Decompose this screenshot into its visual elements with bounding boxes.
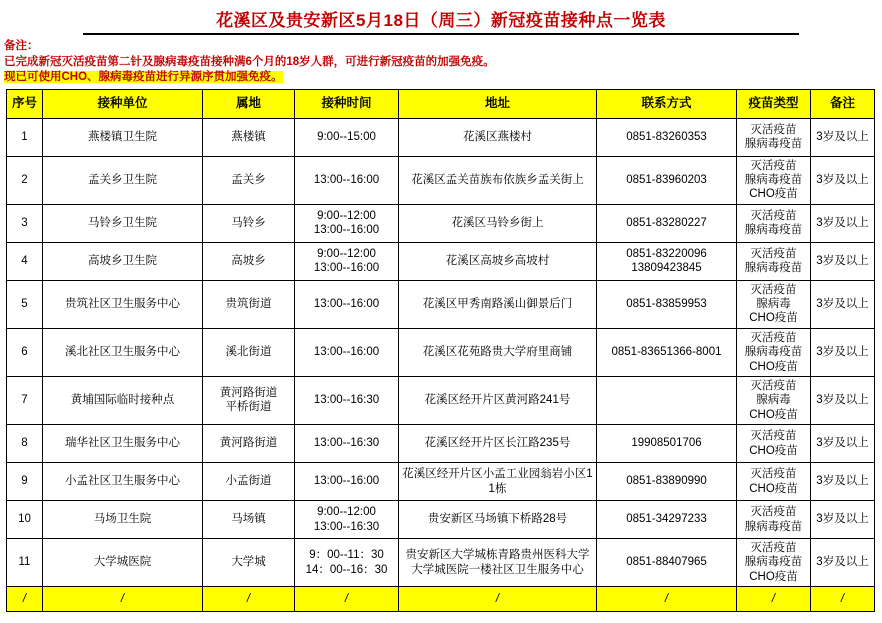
cell-belong: 黄河路街道 bbox=[203, 425, 295, 463]
cell-time: 13:00--16:30 bbox=[295, 425, 399, 463]
cell-note: 3岁及以上 bbox=[811, 156, 875, 204]
cell-index: 2 bbox=[7, 156, 43, 204]
table-header-row bbox=[7, 89, 875, 118]
cell-vaccine-type: 灭活疫苗 CHO疫苗 bbox=[737, 425, 811, 463]
cell-phone: 0851-83890990 bbox=[597, 463, 737, 501]
vaccination-sites-table bbox=[6, 89, 875, 613]
table-row bbox=[7, 280, 875, 328]
footer-cell-belong: / bbox=[203, 587, 295, 612]
cell-vaccine-type: 灭活疫苗 腺病毒 CHO疫苗 bbox=[737, 376, 811, 424]
cell-unit: 大学城医院 bbox=[43, 539, 203, 587]
cell-index: 4 bbox=[7, 242, 43, 280]
cell-unit: 小孟社区卫生服务中心 bbox=[43, 463, 203, 501]
cell-belong: 黄河路街道 平桥街道 bbox=[203, 376, 295, 424]
cell-address: 花溪区经开片区黄河路241号 bbox=[399, 376, 597, 424]
notes-block bbox=[4, 39, 882, 86]
cell-note: 3岁及以上 bbox=[811, 425, 875, 463]
cell-note: 3岁及以上 bbox=[811, 376, 875, 424]
cell-vaccine-type: 灭活疫苗 腺病毒疫苗 bbox=[737, 204, 811, 242]
column-header-phone: 联系方式 bbox=[597, 89, 737, 118]
footer-cell-vaccine-type: / bbox=[737, 587, 811, 612]
cell-phone: 0851-88407965 bbox=[597, 539, 737, 587]
column-header-vaccine-type: 疫苗类型 bbox=[737, 89, 811, 118]
cell-phone: 19908501706 bbox=[597, 425, 737, 463]
cell-time: 13:00--16:00 bbox=[295, 156, 399, 204]
cell-note: 3岁及以上 bbox=[811, 280, 875, 328]
column-header-unit: 接种单位 bbox=[43, 89, 203, 118]
cell-index: 6 bbox=[7, 328, 43, 376]
cell-time: 13:00--16:00 bbox=[295, 328, 399, 376]
cell-index: 7 bbox=[7, 376, 43, 424]
table-row bbox=[7, 118, 875, 156]
cell-phone bbox=[597, 376, 737, 424]
cell-time: 13:00--16:00 bbox=[295, 463, 399, 501]
cell-unit: 瑞华社区卫生服务中心 bbox=[43, 425, 203, 463]
cell-time: 9:00--12:00 13:00--16:00 bbox=[295, 242, 399, 280]
cell-belong: 马铃乡 bbox=[203, 204, 295, 242]
table-row bbox=[7, 156, 875, 204]
notes-line-2: 现已可使用CHO、腺病毒疫苗进行异源序贯加强免疫。 bbox=[4, 71, 283, 84]
table-row bbox=[7, 425, 875, 463]
table-row bbox=[7, 376, 875, 424]
cell-phone: 0851-83859953 bbox=[597, 280, 737, 328]
cell-note: 3岁及以上 bbox=[811, 118, 875, 156]
cell-time: 13:00--16:00 bbox=[295, 280, 399, 328]
cell-vaccine-type: 灭活疫苗 腺病毒疫苗 CHO疫苗 bbox=[737, 156, 811, 204]
cell-phone: 0851-83220096 13809423845 bbox=[597, 242, 737, 280]
table-row bbox=[7, 242, 875, 280]
cell-address: 花溪区燕楼村 bbox=[399, 118, 597, 156]
cell-note: 3岁及以上 bbox=[811, 242, 875, 280]
cell-unit: 高坡乡卫生院 bbox=[43, 242, 203, 280]
cell-unit: 马铃乡卫生院 bbox=[43, 204, 203, 242]
cell-phone: 0851-83651366-8001 bbox=[597, 328, 737, 376]
footer-cell-note: / bbox=[811, 587, 875, 612]
column-header-belong: 属地 bbox=[203, 89, 295, 118]
cell-belong: 溪北街道 bbox=[203, 328, 295, 376]
cell-index: 8 bbox=[7, 425, 43, 463]
cell-phone: 0851-34297233 bbox=[597, 501, 737, 539]
table-row bbox=[7, 501, 875, 539]
cell-note: 3岁及以上 bbox=[811, 501, 875, 539]
cell-unit: 燕楼镇卫生院 bbox=[43, 118, 203, 156]
cell-index: 3 bbox=[7, 204, 43, 242]
cell-belong: 孟关乡 bbox=[203, 156, 295, 204]
cell-address: 花溪区马铃乡街上 bbox=[399, 204, 597, 242]
cell-vaccine-type: 灭活疫苗 腺病毒 CHO疫苗 bbox=[737, 280, 811, 328]
cell-time: 9:00--12:00 13:00--16:00 bbox=[295, 204, 399, 242]
cell-vaccine-type: 灭活疫苗 腺病毒疫苗 bbox=[737, 501, 811, 539]
table-row bbox=[7, 463, 875, 501]
cell-index: 1 bbox=[7, 118, 43, 156]
cell-phone: 0851-83960203 bbox=[597, 156, 737, 204]
cell-unit: 马场卫生院 bbox=[43, 501, 203, 539]
notes-label: 备注： bbox=[4, 40, 39, 52]
notes-line-1: 已完成新冠灭活疫苗第二针及腺病毒疫苗接种满6个月的18岁人群，可进行新冠疫苗的加强免疫。 bbox=[4, 55, 495, 68]
cell-unit: 黄埔国际临时接种点 bbox=[43, 376, 203, 424]
cell-vaccine-type: 灭活疫苗 腺病毒疫苗 bbox=[737, 118, 811, 156]
cell-index: 10 bbox=[7, 501, 43, 539]
cell-belong: 贵筑街道 bbox=[203, 280, 295, 328]
cell-address: 贵安新区马场镇下桥路28号 bbox=[399, 501, 597, 539]
cell-phone: 0851-83280227 bbox=[597, 204, 737, 242]
cell-address: 贵安新区大学城栋青路贵州医科大学大学城医院一楼社区卫生服务中心 bbox=[399, 539, 597, 587]
cell-address: 花溪区孟关苗族布依族乡孟关街上 bbox=[399, 156, 597, 204]
title-underline bbox=[83, 33, 799, 35]
cell-vaccine-type: 灭活疫苗 腺病毒疫苗 CHO疫苗 bbox=[737, 539, 811, 587]
cell-index: 5 bbox=[7, 280, 43, 328]
footer-cell-phone: / bbox=[597, 587, 737, 612]
cell-time: 9:00--12:00 13:00--16:30 bbox=[295, 501, 399, 539]
cell-index: 9 bbox=[7, 463, 43, 501]
cell-unit: 溪北社区卫生服务中心 bbox=[43, 328, 203, 376]
cell-unit: 孟关乡卫生院 bbox=[43, 156, 203, 204]
cell-belong: 高坡乡 bbox=[203, 242, 295, 280]
column-header-note: 备注 bbox=[811, 89, 875, 118]
cell-address: 花溪区经开片区长江路235号 bbox=[399, 425, 597, 463]
cell-belong: 马场镇 bbox=[203, 501, 295, 539]
cell-vaccine-type: 灭活疫苗 腺病毒疫苗 CHO疫苗 bbox=[737, 328, 811, 376]
table-row bbox=[7, 328, 875, 376]
footer-cell-index: / bbox=[7, 587, 43, 612]
footer-cell-unit: / bbox=[43, 587, 203, 612]
footer-cell-time: / bbox=[295, 587, 399, 612]
cell-vaccine-type: 灭活疫苗 CHO疫苗 bbox=[737, 463, 811, 501]
cell-index: 11 bbox=[7, 539, 43, 587]
cell-time: 13:00--16:30 bbox=[295, 376, 399, 424]
column-header-index: 序号 bbox=[7, 89, 43, 118]
cell-note: 3岁及以上 bbox=[811, 204, 875, 242]
table-row bbox=[7, 204, 875, 242]
cell-belong: 燕楼镇 bbox=[203, 118, 295, 156]
table-row bbox=[7, 539, 875, 587]
cell-vaccine-type: 灭活疫苗 腺病毒疫苗 bbox=[737, 242, 811, 280]
cell-unit: 贵筑社区卫生服务中心 bbox=[43, 280, 203, 328]
cell-time: 9:00--15:00 bbox=[295, 118, 399, 156]
table-footer-row bbox=[7, 587, 875, 612]
cell-note: 3岁及以上 bbox=[811, 328, 875, 376]
cell-address: 花溪区高坡乡高坡村 bbox=[399, 242, 597, 280]
cell-address: 花溪区经开片区小孟工业园翁岩小区11栋 bbox=[399, 463, 597, 501]
cell-time: 9：00--11：30 14：00--16：30 bbox=[295, 539, 399, 587]
cell-belong: 小孟街道 bbox=[203, 463, 295, 501]
footer-cell-address: / bbox=[399, 587, 597, 612]
page-title: 花溪区及贵安新区5月18日（周三）新冠疫苗接种点一览表 bbox=[216, 11, 666, 30]
cell-note: 3岁及以上 bbox=[811, 463, 875, 501]
column-header-time: 接种时间 bbox=[295, 89, 399, 118]
cell-note: 3岁及以上 bbox=[811, 539, 875, 587]
cell-phone: 0851-83260353 bbox=[597, 118, 737, 156]
cell-belong: 大学城 bbox=[203, 539, 295, 587]
cell-address: 花溪区花苑路贵大学府里商铺 bbox=[399, 328, 597, 376]
column-header-address: 地址 bbox=[399, 89, 597, 118]
cell-address: 花溪区甲秀南路溪山御景后门 bbox=[399, 280, 597, 328]
